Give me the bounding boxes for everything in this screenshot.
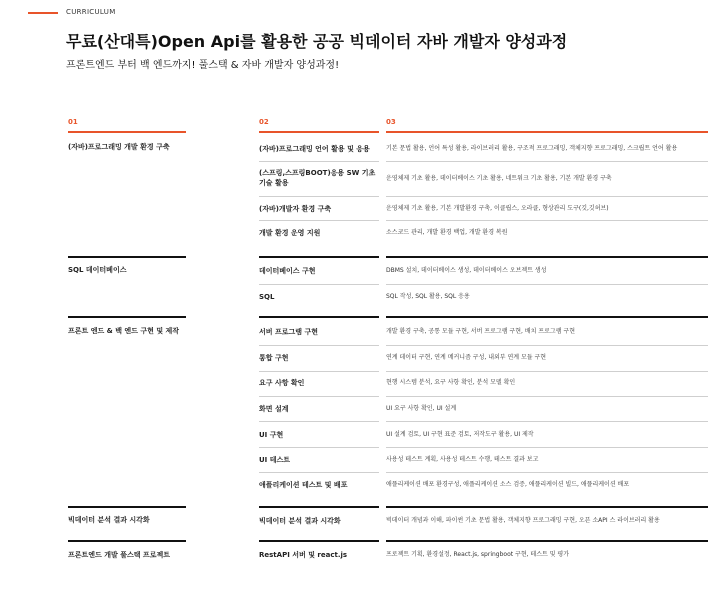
detail-item: DBMS 설치, 데이터베이스 생성, 데이터베이스 오브젝트 생성: [386, 267, 547, 274]
column-header-01: 01: [68, 118, 78, 126]
subject-divider: [259, 284, 379, 285]
detail-item: UI 설계 검토, UI 구현 표준 검토, 저작도구 활용, UI 제작: [386, 431, 534, 438]
subject-divider: [259, 447, 379, 448]
subject-divider: [259, 506, 379, 508]
subject-item: 데이터베이스 구현: [259, 267, 316, 275]
subject-divider: [259, 256, 379, 258]
column-header-03: 03: [386, 118, 396, 126]
detail-divider: [386, 472, 708, 473]
category-divider: [68, 256, 186, 258]
category-divider: [68, 506, 186, 508]
subject-item: 통합 구현: [259, 354, 289, 362]
subject-item: UI 테스트: [259, 456, 291, 464]
detail-item: 현행 시스템 분석, 요구 사항 확인, 분석 모델 확인: [386, 379, 516, 386]
subject-item: 서버 프로그램 구현: [259, 328, 318, 336]
detail-item: 연계 데이터 구현, 연계 메커니즘 구성, 내외부 연계 모듈 구현: [386, 354, 547, 361]
subject-divider: [259, 196, 379, 197]
subject-divider: [259, 421, 379, 422]
category-divider: [68, 540, 186, 542]
subject-item: (자바)프로그래밍 언어 활용 및 응용: [259, 145, 370, 153]
section-eyebrow: CURRICULUM: [66, 8, 116, 16]
subject-item: RestAPI 서버 및 react.js: [259, 551, 348, 559]
subject-item: 애플리케이션 테스트 및 배포: [259, 481, 348, 489]
detail-item: 사용성 테스트 계획, 사용성 테스트 수행, 테스트 결과 보고: [386, 456, 539, 463]
subject-item: 요구 사항 확인: [259, 379, 305, 387]
detail-divider: [386, 161, 708, 162]
subject-divider: [259, 540, 379, 542]
category-item: 프론트 엔드 & 백 엔드 구현 및 제작: [68, 327, 180, 335]
detail-item: 애플리케이션 배포 환경구성, 애플리케이션 소스 검증, 애플리케이션 빌드, 애플리케이션 배포: [386, 481, 630, 488]
subject-item: 화면 설계: [259, 405, 289, 413]
page-subtitle: 프론트엔드 부터 백 엔드까지! 풀스택 & 자바 개발자 양성과정!: [66, 60, 340, 71]
category-item: (자바)프로그래밍 개발 환경 구축: [68, 143, 170, 151]
detail-item: UI 요구 사항 확인, UI 설계: [386, 405, 457, 412]
subject-divider: [259, 161, 379, 162]
subject-divider: [259, 220, 379, 221]
category-item: 프론트엔드 개발 풀스택 프로젝트: [68, 551, 170, 559]
detail-divider: [386, 506, 708, 508]
detail-item: 프로젝트 기획, 환경설정, React.js, springboot 구현, 테스트 및 평가: [386, 551, 570, 558]
category-item: SQL 데이터베이스: [68, 266, 127, 274]
page-title: 무료(산대특)Open Api를 활용한 공공 빅데이터 자바 개발자 양성과정: [66, 32, 568, 51]
column-header-01-rule: [68, 131, 186, 133]
category-divider: [68, 316, 186, 318]
detail-divider: [386, 256, 708, 258]
column-header-03-rule: [386, 131, 708, 133]
subject-divider: [259, 345, 379, 346]
subject-item: (자바)개발자 환경 구축: [259, 205, 332, 213]
detail-divider: [386, 220, 708, 221]
category-item: 빅데이터 분석 결과 시각화: [68, 516, 150, 524]
detail-item: 운영체제 기초 활용, 기본 개발환경 구축, 이클립스, 오라클, 형상관리 도구(깃,깃허브): [386, 205, 609, 212]
detail-divider: [386, 540, 708, 542]
detail-divider: [386, 316, 708, 318]
subject-divider: [259, 396, 379, 397]
detail-divider: [386, 284, 708, 285]
detail-divider: [386, 447, 708, 448]
subject-item: 개발 환경 운영 지원: [259, 229, 321, 237]
detail-item: 운영체제 기초 활용, 데이터베이스 기초 활용, 네트워크 기초 활용, 기본 개발 환경 구축: [386, 175, 612, 182]
detail-item: 개발 환경 구축, 공통 모듈 구현, 서버 프로그램 구현, 배치 프로그램 구현: [386, 328, 575, 335]
column-header-02-rule: [259, 131, 379, 133]
subject-divider: [259, 371, 379, 372]
subject-item: SQL: [259, 293, 275, 301]
subject-item: (스프링,스프링BOOT)응용 SW 기초기술 활용: [259, 169, 376, 187]
detail-item: 기본 문법 활용, 언어 특성 활용, 라이브러리 활용, 구조적 프로그래밍, 객체지향 프로그래밍, 스크립트 언어 활용: [386, 145, 678, 152]
detail-divider: [386, 345, 708, 346]
detail-divider: [386, 196, 708, 197]
column-header-02: 02: [259, 118, 269, 126]
top-accent-rule: [28, 12, 58, 14]
detail-divider: [386, 421, 708, 422]
subject-divider: [259, 316, 379, 318]
detail-divider: [386, 371, 708, 372]
detail-item: 소스코드 관리, 개발 환경 백업, 개발 환경 복원: [386, 229, 508, 236]
detail-item: 빅데이터 개념과 이해, 파이썬 기초 문법 활용, 객체지향 프로그래밍 구현, 오픈 소API 스 라이브러리 활용: [386, 517, 660, 524]
subject-item: 빅데이터 분석 결과 시각화: [259, 517, 341, 525]
subject-item: UI 구현: [259, 431, 284, 439]
detail-divider: [386, 396, 708, 397]
detail-item: SQL 작성, SQL 활용, SQL 응용: [386, 293, 470, 300]
subject-divider: [259, 472, 379, 473]
